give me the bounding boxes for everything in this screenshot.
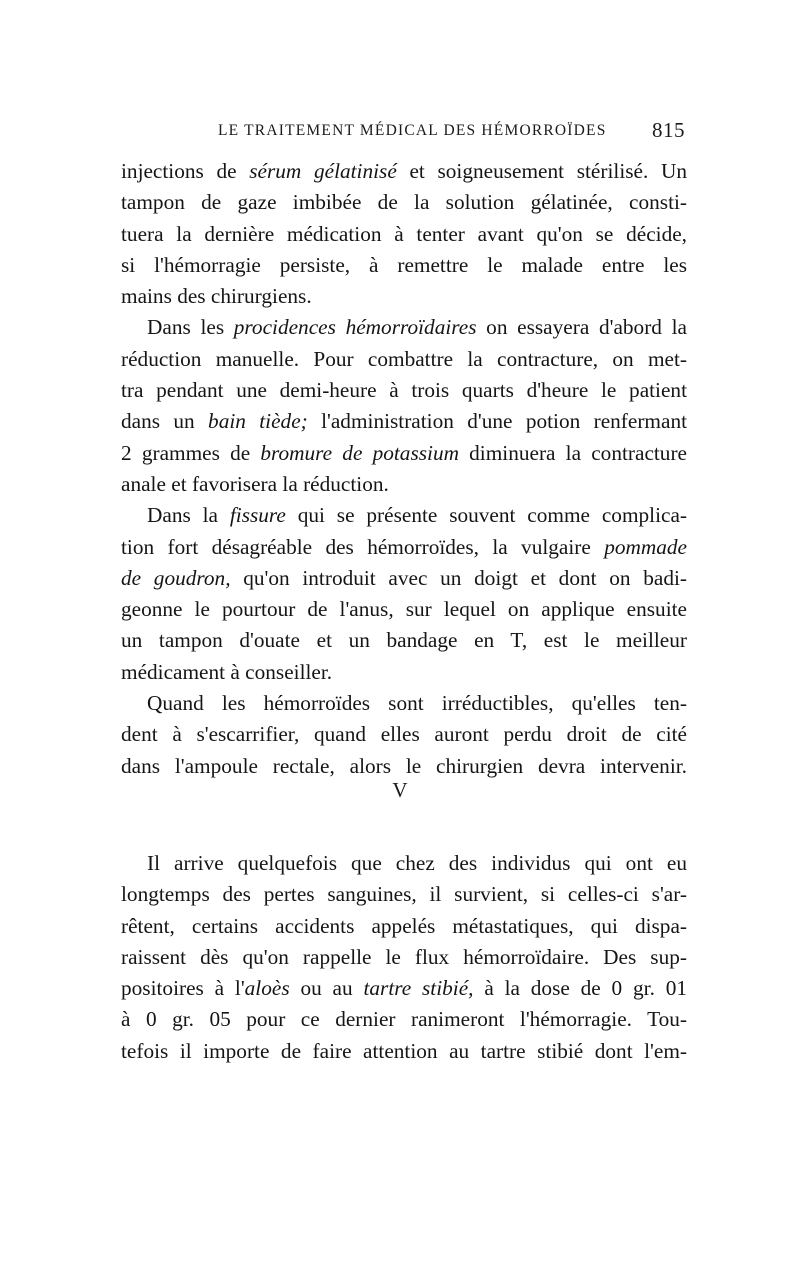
text-line: de goudron, qu'on introduit avec un doigt et dont on badi- [121, 565, 688, 590]
text-line: si l'hémorragie persiste, à remettre le malade entre les [121, 252, 687, 277]
text-line: injections de sérum gélatinisé et soigneusement stérilisé. Un [121, 159, 687, 183]
paragraph-serum [121, 156, 687, 312]
text-line: anale et favorisera la réduction. [121, 471, 389, 496]
text-line: tion fort désagréable des hémorroïdes, la vulgaire pommade [121, 534, 687, 559]
text-line: tuera la dernière médication à tenter avant qu'on se décide, [121, 221, 687, 246]
paragraph-irreductibles [121, 688, 687, 782]
text-line: médicament à conseiller. [121, 659, 333, 684]
text-line: 2 grammes de bromure de potassium diminuera la contracture [121, 440, 688, 465]
text-block-bottom [121, 848, 687, 1067]
text-line: Dans la fissure qui se présente souvent comme complica- [147, 503, 687, 528]
running-head [123, 118, 685, 142]
text-line: dans l'ampoule rectale, alors le chirurgien devra intervenir. [121, 753, 687, 778]
text-line: raissent dès qu'on rappelle le flux hémorroïdaire. Des sup- [121, 944, 687, 969]
italic-term: bain tiède; [208, 409, 308, 434]
text-line: tampon de gaze imbibée de la solution gélatinée, consti- [121, 190, 687, 215]
page-number: 815 [652, 118, 685, 142]
italic-term: procidences hémorroïdaires [233, 315, 477, 340]
text-line: dent à s'escarrifier, quand elles auront perdu droit de cité [121, 722, 687, 747]
text-line: rêtent, certains accidents appelés métastatiques, qui dispa- [121, 913, 687, 938]
text-line: positoires à l'aloès ou au tartre stibié, à la dose de 0 gr. 01 [121, 976, 688, 1001]
running-title: LE TRAITEMENT MÉDICAL DES HÉMORROÏDES [218, 122, 607, 139]
text-line: tefois il importe de faire attention au tartre stibié dont l'em- [121, 1038, 687, 1063]
text-line: mains des chirurgiens. [121, 284, 312, 309]
italic-term: de goudron, [121, 565, 231, 590]
paragraph-fissure [121, 500, 687, 688]
text-line: Dans les procidences hémorroïdaires on essayera d'abord la [147, 315, 687, 340]
paragraph-metastatiques [121, 848, 687, 1067]
italic-term: bromure de potassium [260, 440, 459, 465]
text-line: longtemps des pertes sanguines, il survient, si celles-ci s'ar- [121, 882, 687, 907]
text-line: dans un bain tiède; l'administration d'une potion renfermant [121, 409, 688, 434]
text-line: Il arrive quelquefois que chez des individus qui ont eu [147, 851, 687, 875]
italic-term: aloès [244, 976, 290, 1001]
italic-term: sérum gélatinisé [249, 159, 397, 183]
text-line: réduction manuelle. Pour combattre la contracture, on met- [121, 346, 687, 371]
text-line: geonne le pourtour de l'anus, sur lequel on applique ensuite [121, 597, 687, 622]
italic-term: pommade [604, 534, 687, 559]
italic-term: tartre stibié, [363, 976, 474, 1001]
text-line: Quand les hémorroïdes sont irréductibles, qu'elles ten- [147, 691, 687, 716]
text-block-top [121, 156, 687, 782]
italic-term: fissure [229, 503, 286, 528]
text-line: un tampon d'ouate et un bandage en T, est le meilleur [121, 628, 687, 653]
paragraph-procidences [121, 312, 687, 500]
text-line: à 0 gr. 05 pour ce dernier ranimeront l'hémorragie. Tou- [121, 1007, 687, 1032]
text-line: tra pendant une demi-heure à trois quarts d'heure le patient [121, 378, 687, 403]
section-heading: V [392, 778, 408, 802]
